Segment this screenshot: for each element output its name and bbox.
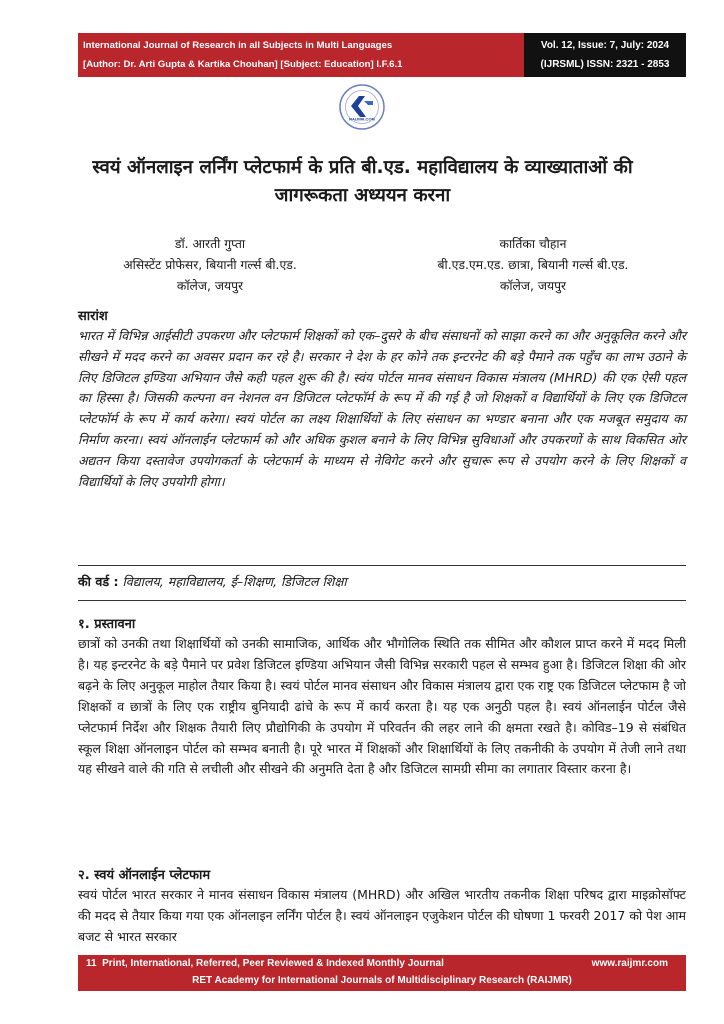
header-left [78,33,524,77]
raijmr-logo-icon [339,84,385,130]
header-right [524,33,686,77]
journal-header [78,33,686,77]
footer-line-1 [86,958,444,969]
abstract-heading: सारांश [78,309,108,324]
volume-issue: Vol. 12, Issue: 7, July: 2024 [540,40,670,51]
footer-tagline: Print, International, Referred, Peer Reviewed & Indexed Monthly Journal [102,958,444,969]
section-2-text: स्वयं पोर्टल भारत सरकार ने मानव संसाधन विकास मंत्रालय (MHRD) और अखिल भारतीय तकनीक शिक्षा परिषद द्वारा माइक्रोसॉफ्ट की मदद से तैयार किया गया एक ऑनलाइन लर्निंग पोर्टल है। स्वयं ऑनलाइन एजुकेशन पोर्टल की घोषणा 1 फरवरी 2017 को पेश आम बजट से भारत सरकार [78,887,686,944]
author-1 [60,234,360,297]
author-2-college: कॉलेज, जयपुर [499,279,567,293]
journal-name: International Journal of Research in all Subjects in Multi Languages [83,40,393,51]
page-number: 11 [86,958,97,969]
author-1-designation: असिस्टेंट प्रोफेसर, बियानी गर्ल्स बी.एड. [123,258,297,272]
journal-footer [78,955,686,991]
paper-title: स्वयं ऑनलाइन लर्निंग प्लेटफार्म के प्रति बी.एड. महाविद्यालय के व्याख्याताओं की जागरूकता अध्ययन करना [92,157,633,206]
keywords [78,572,686,592]
logo-graphic [339,84,385,130]
author-2-designation: बी.एड.एम.एड. छात्रा, बियानी गर्ल्स बी.एड. [437,258,629,272]
logo-text: RAIJMR.COM [349,116,375,122]
author-1-college: कॉलेज, जयपुर [176,279,244,293]
divider-bottom [78,600,686,601]
section-1-heading: १. प्रस्तावना [78,617,136,632]
author-1-name: डॉ. आरती गुप्ता [174,237,246,251]
abstract-text: भारत में विभिन्न आईसीटी उपकरण और प्लेटफार्म शिक्षकों को एक–दुसरे के बीच संसाधनों को साझा करने का और अनुकूलित करने और सीखने में मदद करने का अवसर प्रदान कर रहे है। सरकार ने देश के हर कोने तक इन्टरनेट की बड़े पैमाने तक पहुँच का लाभ उठाने के लिए डिजिटल इण्डिया अभियान जैसे कही पहल शुरू की है। स्वंय पोर्टल मानव संसाधन विकास मंत्रालय (MHRD) की एक ऐसी पहल का हिस्सा है। जिसकी कल्पना वन नेशनल वन डिजिटल प्लेटफॉर्म के रूप में की गई है जो शिक्षकों व विद्यार्थियों के लिए एक डिजिटल प्लेटफॉर्म के रूप में कार्य करेगा। स्वयं पोर्टल का लक्ष्य शिक्षार्थियों के लिए संसाधन का भण्डार बनाना और एक मजबूत समुदाय का निर्माण करना। स्वयं ऑनलाईन प्लेटफार्म को और अधिक कुशल बनाने के लिए विभिन्न सुविधाओं और उपकरणों के साथ विकसित ओर अद्यतन किया दस्तावेज उपयोगकर्ता के प्लेटफार्म के माध्यम से नेविगेट करने और सुचारू रूप से उपयोग करने के लिए शिक्षकों व विद्यार्थियों के लिए उपयोगी होगा। [78,328,686,489]
keywords-value: विद्यालय, महाविद्यालय, ई–शिक्षण, डिजिटल शिक्षा [122,574,347,589]
author-2 [377,234,689,297]
keywords-label: की वर्ड : [78,574,119,589]
issn: (IJRSML) ISSN: 2321 - 2853 [540,59,670,70]
author-2-name: कार्तिका चौहान [499,237,567,251]
section-1-text: छात्रों को उनकी तथा शिक्षार्थियों को उनकी सामाजिक, आर्थिक और भौगोलिक स्थिति तक सीमित और कौशल प्राप्त करने में मदद मिली है। यह इन्टरनेट के बड़े पैमाने पर प्रवेश डिजिटल इण्डिया अभियान जैसी विभिन्न सरकारी पहल से सम्भव हुआ है। डिजिटल शिक्षा की ओर बढ़ने के लिए अनुकूल माहोल तैयार किया है। स्वयं पोर्टल मानव संसाधन और विकास मंत्रालय द्वारा एक राष्ट्र एक डिजिटल प्लेटफाम है जो शिक्षकों व छात्रों के लिए एक राष्ट्रीय बुनियादी ढांचे के रूप में कार्य करता है। यह एक अनुठी पहल है। स्वयं ऑनलाईन पोर्टल जैसे प्लेटफार्म निर्देश और शिक्षक तैयारी लिए प्रौद्योगिकी के उपयोग में परिवर्तन की लहर लाने की क्षमता रखते है। कोविड–19 से संबंधित स्कूल शिक्षा ऑनलाइन पोर्टल को सम्भव बनाती है। पूरे भारत में शिक्षकों और शिक्षार्थियों के लिए तकनीकी के उपयोग में तेजी लाने तथा यह सीखने वाले की गति से लचीली और सीखने की अनुमति देता है और डिजिटल सामग्री सीमा का लगातार विस्तार करना है। [78,636,686,777]
divider-top [78,565,686,566]
footer-line-2: RET Academy for International Journals of Multidisciplinary Research (RAIJMR) [192,975,572,986]
author-subject-line: [Author: Dr. Arti Gupta & Kartika Chouhan] [Subject: Education] I.F.6.1 [83,59,403,70]
footer-website[interactable]: www.raijmr.com [591,958,668,969]
section-2-heading: २. स्वयं ऑनलाईन प्लेटफाम [78,868,211,883]
